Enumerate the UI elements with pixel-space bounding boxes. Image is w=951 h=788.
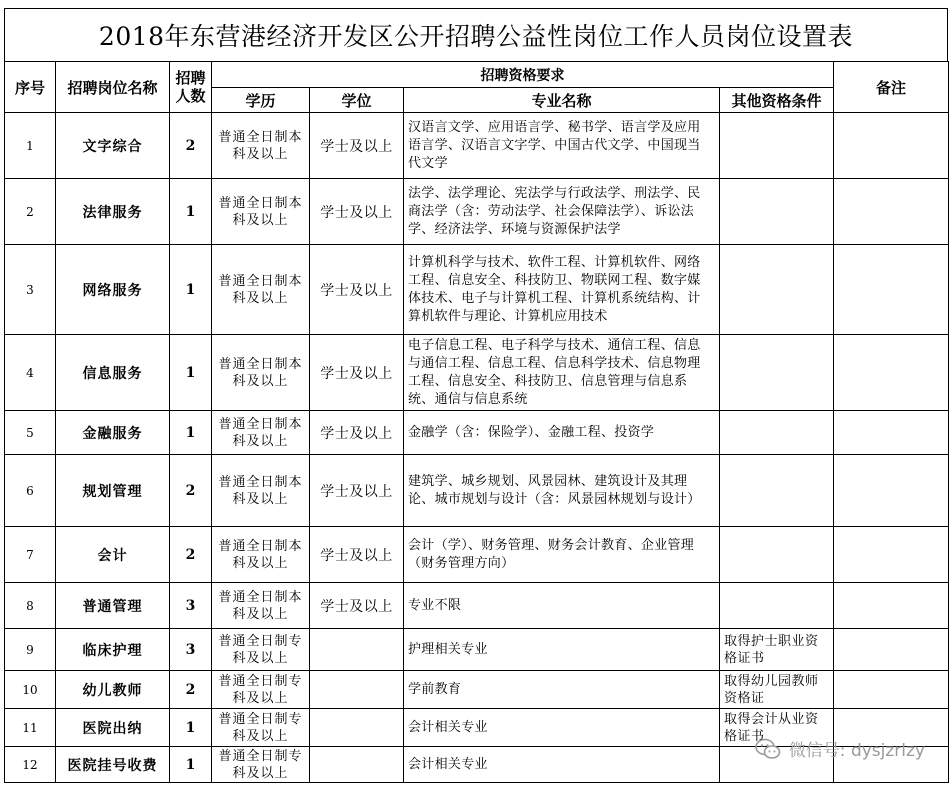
position-table <box>4 61 949 783</box>
row-number: 12 <box>5 747 56 783</box>
watermark-text: 微信号: dysjzrlzy <box>788 741 925 761</box>
row-number: 1 <box>5 113 56 179</box>
hire-count: 1 <box>170 245 212 335</box>
position-name: 医院挂号收费 <box>56 747 170 783</box>
row-number: 7 <box>5 527 56 583</box>
remarks-cell <box>834 527 949 583</box>
row-number: 2 <box>5 179 56 245</box>
table-row <box>5 245 949 335</box>
header-remarks: 备注 <box>834 62 949 113</box>
position-name: 信息服务 <box>56 335 170 411</box>
row-number: 4 <box>5 335 56 411</box>
education-requirement: 普通全日制本科及以上 <box>212 245 310 335</box>
other-requirement <box>720 455 834 527</box>
header-requirements: 招聘资格要求 <box>212 62 834 88</box>
education-requirement: 普通全日制本科及以上 <box>212 113 310 179</box>
table-row <box>5 335 949 411</box>
hire-count: 3 <box>170 629 212 671</box>
sheet-title: 2018年东营港经济开发区公开招聘公益性岗位工作人员岗位设置表 <box>4 8 948 61</box>
degree-requirement <box>310 671 404 709</box>
header-degree: 学位 <box>310 88 404 113</box>
education-requirement: 普通全日制专科及以上 <box>212 629 310 671</box>
hire-count: 1 <box>170 747 212 783</box>
hire-count: 1 <box>170 179 212 245</box>
watermark <box>755 736 925 761</box>
row-number: 6 <box>5 455 56 527</box>
remarks-cell <box>834 245 949 335</box>
position-name: 网络服务 <box>56 245 170 335</box>
major-requirement: 学前教育 <box>404 671 720 709</box>
hire-count: 2 <box>170 671 212 709</box>
table-row <box>5 583 949 629</box>
other-requirement <box>720 411 834 455</box>
degree-requirement: 学士及以上 <box>310 245 404 335</box>
remarks-cell <box>834 629 949 671</box>
education-requirement: 普通全日制专科及以上 <box>212 671 310 709</box>
other-requirement <box>720 113 834 179</box>
header-count: 招聘人数 <box>170 62 212 113</box>
table-row <box>5 527 949 583</box>
row-number: 11 <box>5 709 56 747</box>
position-name: 普通管理 <box>56 583 170 629</box>
position-name: 法律服务 <box>56 179 170 245</box>
major-requirement: 护理相关专业 <box>404 629 720 671</box>
degree-requirement: 学士及以上 <box>310 527 404 583</box>
table-row <box>5 671 949 709</box>
major-requirement: 专业不限 <box>404 583 720 629</box>
education-requirement: 普通全日制专科及以上 <box>212 747 310 783</box>
degree-requirement: 学士及以上 <box>310 455 404 527</box>
hire-count: 2 <box>170 455 212 527</box>
remarks-cell <box>834 113 949 179</box>
position-name: 临床护理 <box>56 629 170 671</box>
hire-count: 2 <box>170 527 212 583</box>
remarks-cell <box>834 583 949 629</box>
major-requirement: 计算机科学与技术、软件工程、计算机软件、网络工程、信息安全、科技防卫、物联网工程、数字媒体技术、电子与计算机工程、计算机系统结构、计算机软件与理论、计算机应用技术 <box>404 245 720 335</box>
position-name: 会计 <box>56 527 170 583</box>
position-name: 规划管理 <box>56 455 170 527</box>
major-requirement: 汉语言文学、应用语言学、秘书学、语言学及应用语言学、汉语言文字学、中国古代文学、中国现当代文学 <box>404 113 720 179</box>
major-requirement: 会计（学）、财务管理、财务会计教育、企业管理（财务管理方向） <box>404 527 720 583</box>
header-other: 其他资格条件 <box>720 88 834 113</box>
remarks-cell <box>834 671 949 709</box>
other-requirement: 取得会计从业资格证书 <box>720 709 834 747</box>
hire-count: 1 <box>170 709 212 747</box>
hire-count: 1 <box>170 335 212 411</box>
other-requirement <box>720 527 834 583</box>
position-name: 幼儿教师 <box>56 671 170 709</box>
position-name: 医院出纳 <box>56 709 170 747</box>
table-row <box>5 179 949 245</box>
major-requirement: 会计相关专业 <box>404 747 720 783</box>
other-requirement <box>720 583 834 629</box>
table-row <box>5 455 949 527</box>
row-number: 5 <box>5 411 56 455</box>
major-requirement: 金融学（含：保险学）、金融工程、投资学 <box>404 411 720 455</box>
position-name: 文字综合 <box>56 113 170 179</box>
education-requirement: 普通全日制本科及以上 <box>212 455 310 527</box>
hire-count: 1 <box>170 411 212 455</box>
education-requirement: 普通全日制本科及以上 <box>212 411 310 455</box>
row-number: 10 <box>5 671 56 709</box>
major-requirement: 建筑学、城乡规划、风景园林、建筑设计及其理论、城市规划与设计（含：风景园林规划与设计） <box>404 455 720 527</box>
degree-requirement: 学士及以上 <box>310 583 404 629</box>
position-name: 金融服务 <box>56 411 170 455</box>
header-seq: 序号 <box>5 62 56 113</box>
degree-requirement: 学士及以上 <box>310 411 404 455</box>
remarks-cell <box>834 335 949 411</box>
table-row <box>5 113 949 179</box>
degree-requirement: 学士及以上 <box>310 179 404 245</box>
education-requirement: 普通全日制本科及以上 <box>212 335 310 411</box>
wechat-icon <box>755 738 781 760</box>
remarks-cell <box>834 455 949 527</box>
major-requirement: 电子信息工程、电子科学与技术、通信工程、信息与通信工程、信息工程、信息科学技术、信息物理工程、信息安全、科技防卫、信息管理与信息系统、通信与信息系统 <box>404 335 720 411</box>
position-table-sheet <box>4 8 948 783</box>
row-number: 3 <box>5 245 56 335</box>
hire-count: 3 <box>170 583 212 629</box>
table-row <box>5 629 949 671</box>
other-requirement: 取得护士职业资格证书 <box>720 629 834 671</box>
degree-requirement <box>310 747 404 783</box>
other-requirement <box>720 179 834 245</box>
education-requirement: 普通全日制专科及以上 <box>212 709 310 747</box>
major-requirement: 会计相关专业 <box>404 709 720 747</box>
education-requirement: 普通全日制本科及以上 <box>212 583 310 629</box>
row-number: 9 <box>5 629 56 671</box>
degree-requirement <box>310 709 404 747</box>
education-requirement: 普通全日制本科及以上 <box>212 179 310 245</box>
header-education: 学历 <box>212 88 310 113</box>
remarks-cell <box>834 411 949 455</box>
major-requirement: 法学、法学理论、宪法学与行政法学、刑法学、民商法学（含：劳动法学、社会保障法学）、诉讼法学、经济法学、环境与资源保护法学 <box>404 179 720 245</box>
row-number: 8 <box>5 583 56 629</box>
other-requirement: 取得幼儿园教师资格证 <box>720 671 834 709</box>
degree-requirement <box>310 629 404 671</box>
education-requirement: 普通全日制本科及以上 <box>212 527 310 583</box>
header-row-top <box>5 62 949 88</box>
table-body <box>5 113 949 783</box>
degree-requirement: 学士及以上 <box>310 113 404 179</box>
other-requirement <box>720 335 834 411</box>
header-position: 招聘岗位名称 <box>56 62 170 113</box>
hire-count: 2 <box>170 113 212 179</box>
header-major: 专业名称 <box>404 88 720 113</box>
table-row <box>5 411 949 455</box>
other-requirement <box>720 245 834 335</box>
remarks-cell <box>834 179 949 245</box>
degree-requirement: 学士及以上 <box>310 335 404 411</box>
